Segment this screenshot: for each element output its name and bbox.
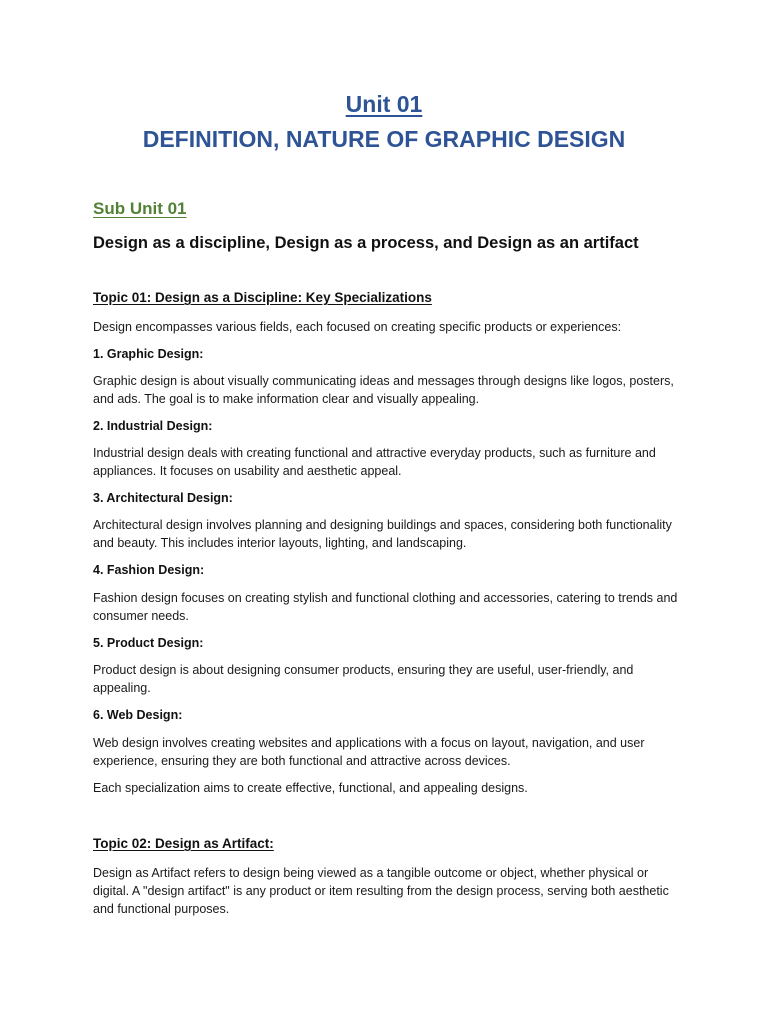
sub-unit-heading: Design as a discipline, Design as a process, and Design as an artifact (93, 234, 639, 252)
topic-2-title: Topic 02: Design as Artifact: (93, 836, 274, 851)
item-text-industrial-design: Industrial design deals with creating functional and attractive everyday products, such as furniture and appliances. It focuses on usability and aesthetic appeal. (93, 446, 656, 478)
sub-unit-label: Sub Unit 01 (93, 199, 187, 218)
item-text-product-design: Product design is about designing consumer products, ensuring they are useful, user-friendly, and appealing. (93, 663, 634, 695)
item-text-web-design: Web design involves creating websites and applications with a focus on layout, navigation, and user experience, ensuring they are both functional and attractive across devices. (93, 736, 645, 768)
item-text-fashion-design: Fashion design focuses on creating stylish and functional clothing and accessories, catering to trends and consumer needs. (93, 591, 678, 623)
item-title-web-design: 6. Web Design: (93, 708, 183, 722)
item-title-industrial-design: 2. Industrial Design: (93, 419, 213, 433)
topic-1-title: Topic 01: Design as a Discipline: Key Specializations (93, 290, 432, 305)
unit-label: Unit 01 (345, 91, 423, 117)
item-title-graphic-design: 1. Graphic Design: (93, 347, 204, 361)
item-text-architectural-design: Architectural design involves planning and designing buildings and spaces, considering both functionality and beauty. This includes interior layouts, lighting, and landscaping. (93, 518, 672, 550)
item-title-fashion-design: 4. Fashion Design: (93, 563, 205, 577)
item-text-graphic-design: Graphic design is about visually communicating ideas and messages through designs like logos, posters, and ads. The goal is to make information clear and visually appealing. (93, 374, 674, 406)
topic-1-closing: Each specialization aims to create effective, functional, and appealing designs. (93, 781, 528, 795)
item-title-architectural-design: 3. Architectural Design: (93, 491, 233, 505)
topic-1-intro: Design encompasses various fields, each focused on creating specific products or experiences: (93, 320, 622, 334)
item-title-product-design: 5. Product Design: (93, 636, 204, 650)
unit-title: DEFINITION, NATURE OF GRAPHIC DESIGN (142, 126, 626, 152)
topic-2-text: Design as Artifact refers to design being viewed as a tangible outcome or object, whether physical or digital. A "design artifact" is any product or item resulting from the design process, serving both aesthetic and functional purposes. (93, 866, 669, 916)
